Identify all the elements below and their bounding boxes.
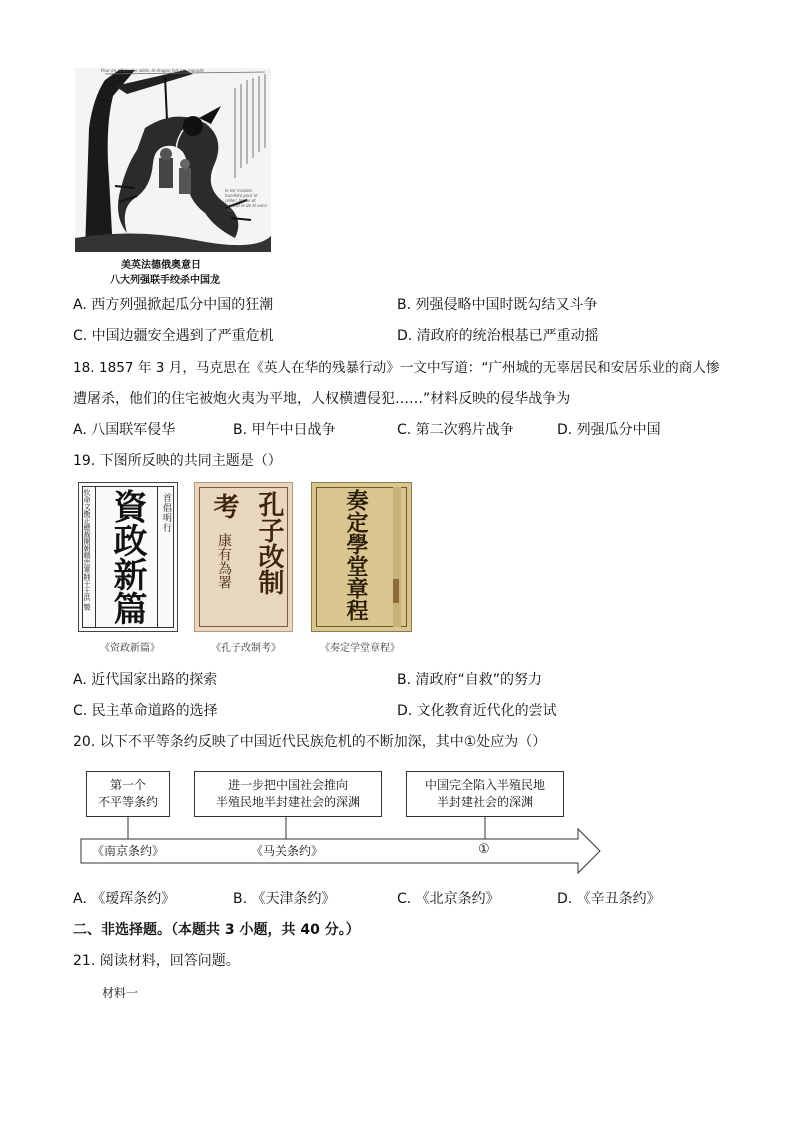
q17-option-b: B. 列强侵略中国时既勾结又斗争 bbox=[397, 297, 598, 313]
q20-option-c: C. 《北京条约》 bbox=[397, 891, 500, 907]
q17-option-c: C. 中国边疆安全遇到了严重危机 bbox=[73, 328, 274, 344]
timeline-box-1: 第一个 不平等条约 bbox=[86, 771, 170, 817]
book2-title-left: 考 bbox=[209, 493, 239, 519]
q20-option-b: B. 《天津条约》 bbox=[233, 891, 336, 907]
q18-option-c: C. 第二次鸦片战争 bbox=[397, 422, 514, 438]
q20-option-d: D. 《辛丑条约》 bbox=[557, 891, 661, 907]
q21-stem: 21. 阅读材料，回答问题。 bbox=[73, 953, 240, 969]
timeline-box-3: 中国完全陷入半殖民地 半封建社会的深渊 bbox=[406, 771, 564, 817]
book3-stamp bbox=[393, 579, 399, 603]
book2-author: 康有為署 bbox=[216, 533, 232, 589]
q20-stem: 20. 以下不平等条约反映了中国近代民族危机的不断加深，其中①处应为（） bbox=[73, 734, 547, 750]
q19-option-d: D. 文化教育近代化的尝试 bbox=[397, 703, 557, 719]
book1-side-right: 首倡明行 bbox=[161, 493, 171, 533]
book1-side-left: 钦命文衡正總裁開朝精忠軍師干王洪 製 bbox=[83, 489, 91, 611]
book2-title-right: 孔子改制 bbox=[254, 491, 284, 595]
cartoon-caption-1: 美英法德俄奥意日 bbox=[121, 260, 201, 271]
book3-title: 奏定學堂章程 bbox=[343, 489, 369, 621]
q17-option-d: D. 清政府的统治根基已严重动摇 bbox=[397, 328, 599, 344]
q18-option-b: B. 甲午中日战争 bbox=[233, 422, 336, 438]
q21-material-label: 材料一 bbox=[102, 986, 139, 1000]
q19-option-b: B. 清政府“自救”的努力 bbox=[397, 672, 543, 688]
cartoon-image bbox=[75, 68, 271, 252]
q17-option-a: A. 西方列强掀起瓜分中国的狂潮 bbox=[73, 297, 274, 313]
timeline-label-nanjing: 《南京条约》 bbox=[92, 844, 165, 858]
book3-caption: 《奏定学堂章程》 bbox=[320, 643, 400, 654]
book-zouding-xuetang-zhangcheng bbox=[311, 482, 412, 632]
book1-caption: 《资政新篇》 bbox=[100, 643, 160, 654]
timeline-label-blank: ① bbox=[478, 842, 490, 857]
q18-option-a: A. 八国联军侵华 bbox=[73, 422, 176, 438]
q19-stem: 19. 下图所反映的共同主题是（） bbox=[73, 453, 282, 469]
q20-option-a: A. 《瑷珲条约》 bbox=[73, 891, 176, 907]
cartoon-side-text: le les mission hannkka pour le celler; lobles et avaient le de le vecu fille bbox=[225, 188, 267, 213]
cartoon-caption-2: 八大列强联手绞杀中国龙 bbox=[110, 275, 220, 286]
book1-title: 資政新篇 bbox=[107, 489, 147, 625]
q18-option-d: D. 列强瓜分中国 bbox=[557, 422, 661, 438]
timeline-box-2: 进一步把中国社会推向 半殖民地半封建社会的深渊 bbox=[194, 771, 382, 817]
book-kongzi-gaizhikao bbox=[194, 482, 293, 632]
timeline-label-maguan: 《马关条约》 bbox=[251, 844, 324, 858]
book-zizheng-xinpian bbox=[78, 482, 178, 632]
treaty-timeline bbox=[78, 765, 608, 875]
section-2-heading: 二、非选择题。（本题共 3 小题，共 40 分。） bbox=[73, 922, 360, 938]
cartoon-top-text: Pour en effets des alliés, le dragon fait son mouvés bbox=[101, 68, 204, 73]
q19-option-c: C. 民主革命道路的选择 bbox=[73, 703, 218, 719]
q18-stem-line1: 18. 1857 年 3 月，马克思在《英人在华的残暴行动》一文中写道：“广州城的无辜居民和安居乐业的商人惨 bbox=[73, 360, 720, 376]
book2-caption: 《孔子改制考》 bbox=[211, 643, 281, 654]
q18-stem-line2: 遭屠杀，他们的住宅被炮火夷为平地，人权横遭侵犯……”材料反映的侵华战争为 bbox=[73, 391, 571, 407]
q19-option-a: A. 近代国家出路的探索 bbox=[73, 672, 218, 688]
